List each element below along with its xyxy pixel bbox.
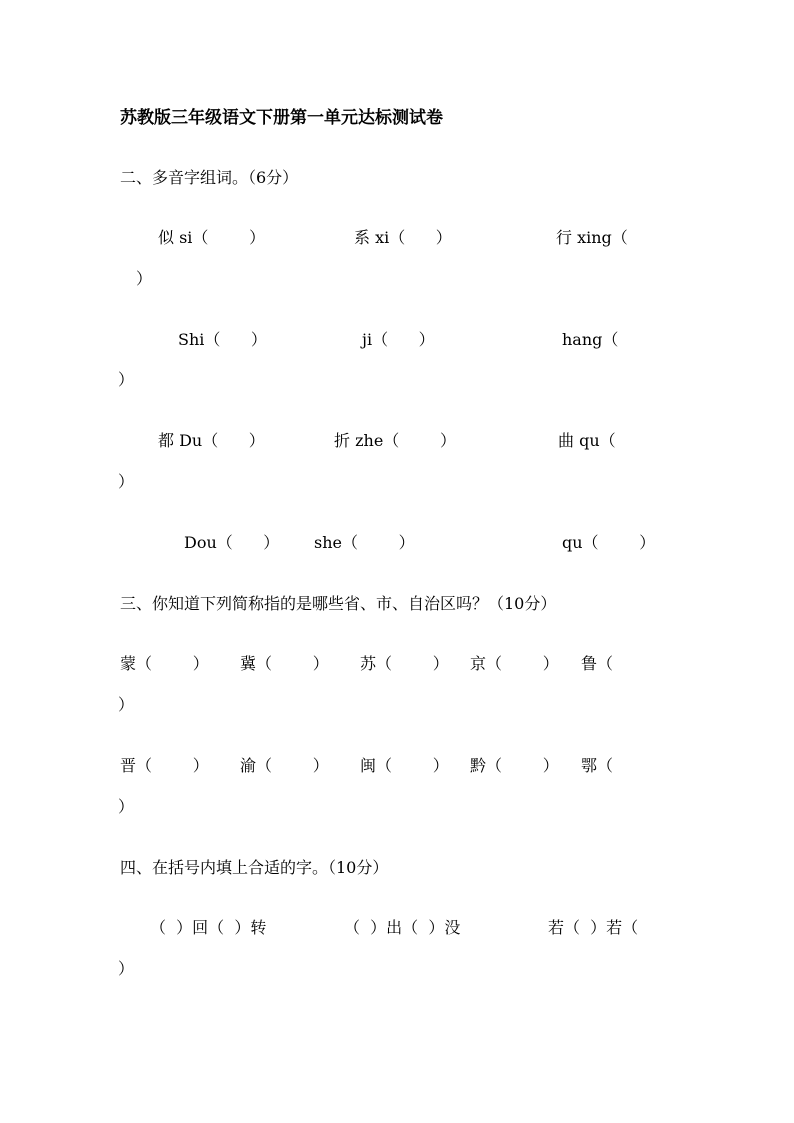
polyphone-item-she: she（ ） xyxy=(314,533,415,552)
idiom-item-chu-mo: （ ）出（ ）没 xyxy=(344,918,461,937)
abbr-item-yu: 渝（ ） xyxy=(240,756,329,775)
polyphone-item-qu2: qu（ ） xyxy=(562,533,656,552)
wrapped-paren: ） xyxy=(118,472,135,491)
wrapped-paren: ） xyxy=(118,959,135,978)
wrapped-paren: ） xyxy=(118,370,135,389)
wrapped-paren: ） xyxy=(136,269,153,288)
page-title: 苏教版三年级语文下册第一单元达标测试卷 xyxy=(120,108,443,128)
polyphone-item-zhe: 折 zhe（ ） xyxy=(334,431,456,450)
section-heading-fill-in: 四、在括号内填上合适的字。（10分） xyxy=(120,858,389,877)
wrapped-paren: ） xyxy=(118,797,135,816)
abbr-item-su: 苏（ ） xyxy=(360,654,449,673)
abbr-item-jing: 京（ ） xyxy=(470,654,559,673)
wrapped-paren: ） xyxy=(118,695,135,714)
abbr-item-lu: 鲁（ xyxy=(581,654,614,673)
polyphone-item-si: 似 si（ ） xyxy=(158,228,266,247)
polyphone-item-xi: 系 xi（ ） xyxy=(354,228,452,247)
polyphone-item-shi: Shi（ ） xyxy=(178,330,267,349)
abbr-item-min: 闽（ ） xyxy=(360,756,449,775)
abbr-item-qian: 黔（ ） xyxy=(470,756,559,775)
idiom-item-hui-zhuan: （ ）回（ ）转 xyxy=(150,918,267,937)
section-heading-polyphones: 二、多音字组词。（6分） xyxy=(120,168,299,187)
polyphone-item-qu: 曲 qu（ xyxy=(558,431,616,450)
abbr-item-meng: 蒙（ ） xyxy=(120,654,209,673)
abbr-item-jin: 晋（ ） xyxy=(120,756,209,775)
polyphone-item-xing: 行 xing（ xyxy=(556,228,628,247)
polyphone-item-du: 都 Du（ ） xyxy=(158,431,265,450)
polyphone-item-hang: hang（ xyxy=(562,330,619,349)
abbr-item-e: 鄂（ xyxy=(581,756,614,775)
idiom-item-ruo-ruo: 若（ ）若（ xyxy=(548,918,639,937)
section-heading-abbreviations: 三、你知道下列简称指的是哪些省、市、自治区吗？（10分） xyxy=(120,594,557,613)
abbr-item-ji: 冀（ ） xyxy=(240,654,329,673)
polyphone-item-dou: Dou（ ） xyxy=(184,533,280,552)
polyphone-item-ji: ji（ ） xyxy=(362,330,435,349)
